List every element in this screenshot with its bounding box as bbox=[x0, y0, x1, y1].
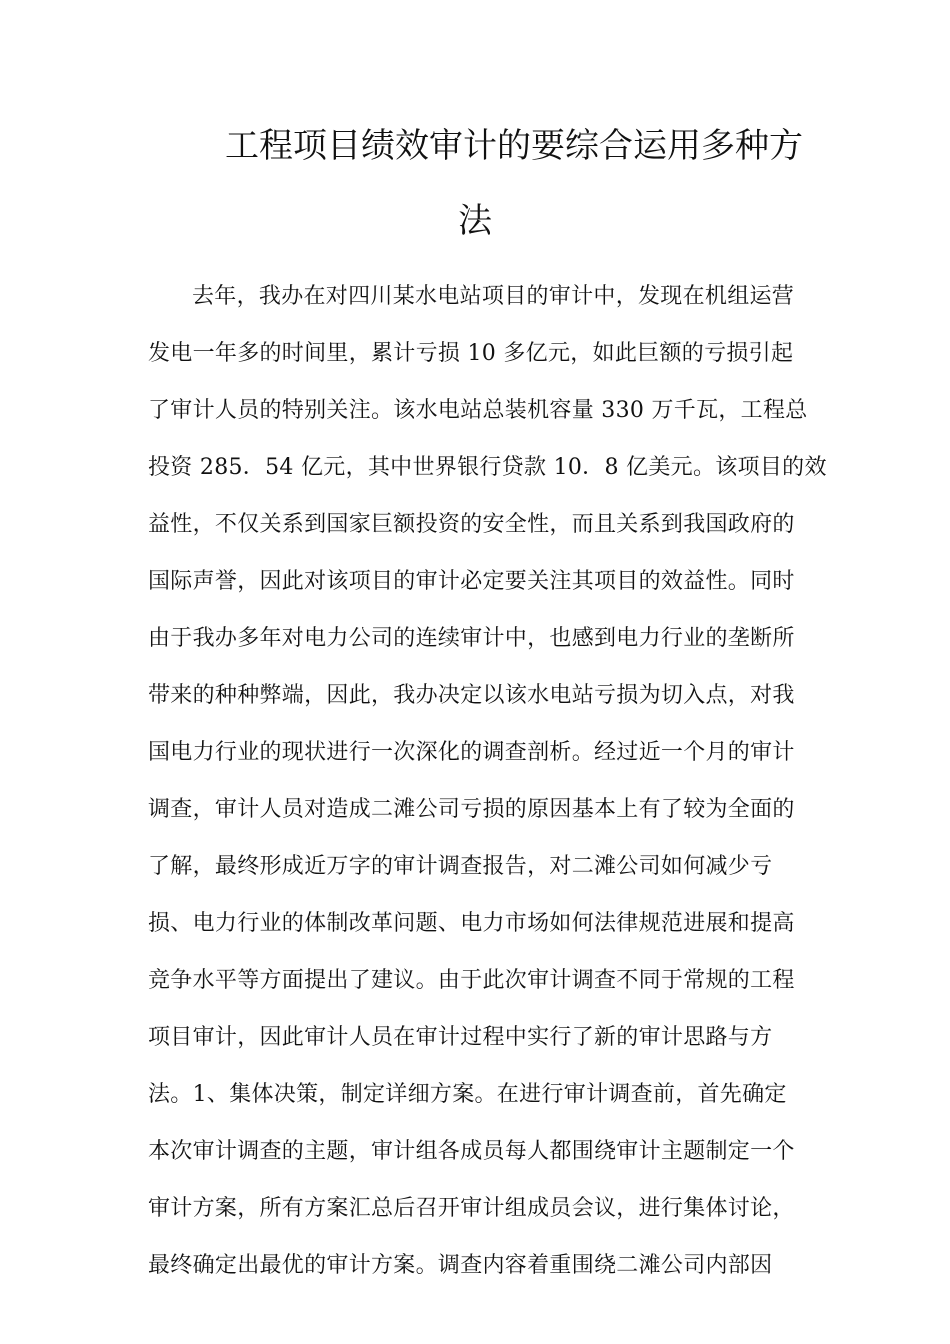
body-line: 发电一年多的时间里，累计亏损 10 多亿元，如此巨额的亏损引起 bbox=[148, 341, 794, 366]
body-line: 去年，我办在对四川某水电站项目的审计中，发现在机组运营 bbox=[192, 284, 795, 309]
document-title-line-2: 法 bbox=[458, 201, 492, 241]
body-line: 法。1、集体决策，制定详细方案。在进行审计调查前，首先确定 bbox=[148, 1082, 787, 1107]
body-line: 竞争水平等方面提出了建议。由于此次审计调查不同于常规的工程 bbox=[148, 968, 795, 993]
document-body bbox=[148, 268, 827, 1294]
body-line: 本次审计调查的主题，审计组各成员每人都围绕审计主题制定一个 bbox=[148, 1139, 795, 1164]
body-line: 最终确定出最优的审计方案。调查内容着重围绕二滩公司内部因 bbox=[148, 1253, 773, 1278]
body-line: 带来的种种弊端，因此，我办决定以该水电站亏损为切入点，对我 bbox=[148, 683, 795, 708]
body-line: 审计方案，所有方案汇总后召开审计组成员会议，进行集体讨论， bbox=[148, 1196, 795, 1221]
body-line: 项目审计，因此审计人员在审计过程中实行了新的审计思路与方 bbox=[148, 1025, 773, 1050]
body-line: 由于我办多年对电力公司的连续审计中，也感到电力行业的垄断所 bbox=[148, 626, 795, 651]
body-line: 调查，审计人员对造成二滩公司亏损的原因基本上有了较为全面的 bbox=[148, 797, 795, 822]
document-title-line-1: 工程项目绩效审计的要综合运用多种方 bbox=[225, 126, 803, 166]
body-line: 损、电力行业的体制改革问题、电力市场如何法律规范进展和提高 bbox=[148, 911, 795, 936]
body-line: 了审计人员的特别关注。该水电站总装机容量 330 万千瓦，工程总 bbox=[148, 398, 808, 423]
body-line: 投资 285．54 亿元，其中世界银行贷款 10．8 亿美元。该项目的效 bbox=[148, 455, 827, 480]
body-line: 益性，不仅关系到国家巨额投资的安全性，而且关系到我国政府的 bbox=[148, 512, 795, 537]
body-line: 了解，最终形成近万字的审计调查报告，对二滩公司如何减少亏 bbox=[148, 854, 773, 879]
body-line: 国电力行业的现状进行一次深化的调查剖析。经过近一个月的审计 bbox=[148, 740, 795, 765]
body-line: 国际声誉，因此对该项目的审计必定要关注其项目的效益性。同时 bbox=[148, 569, 795, 594]
